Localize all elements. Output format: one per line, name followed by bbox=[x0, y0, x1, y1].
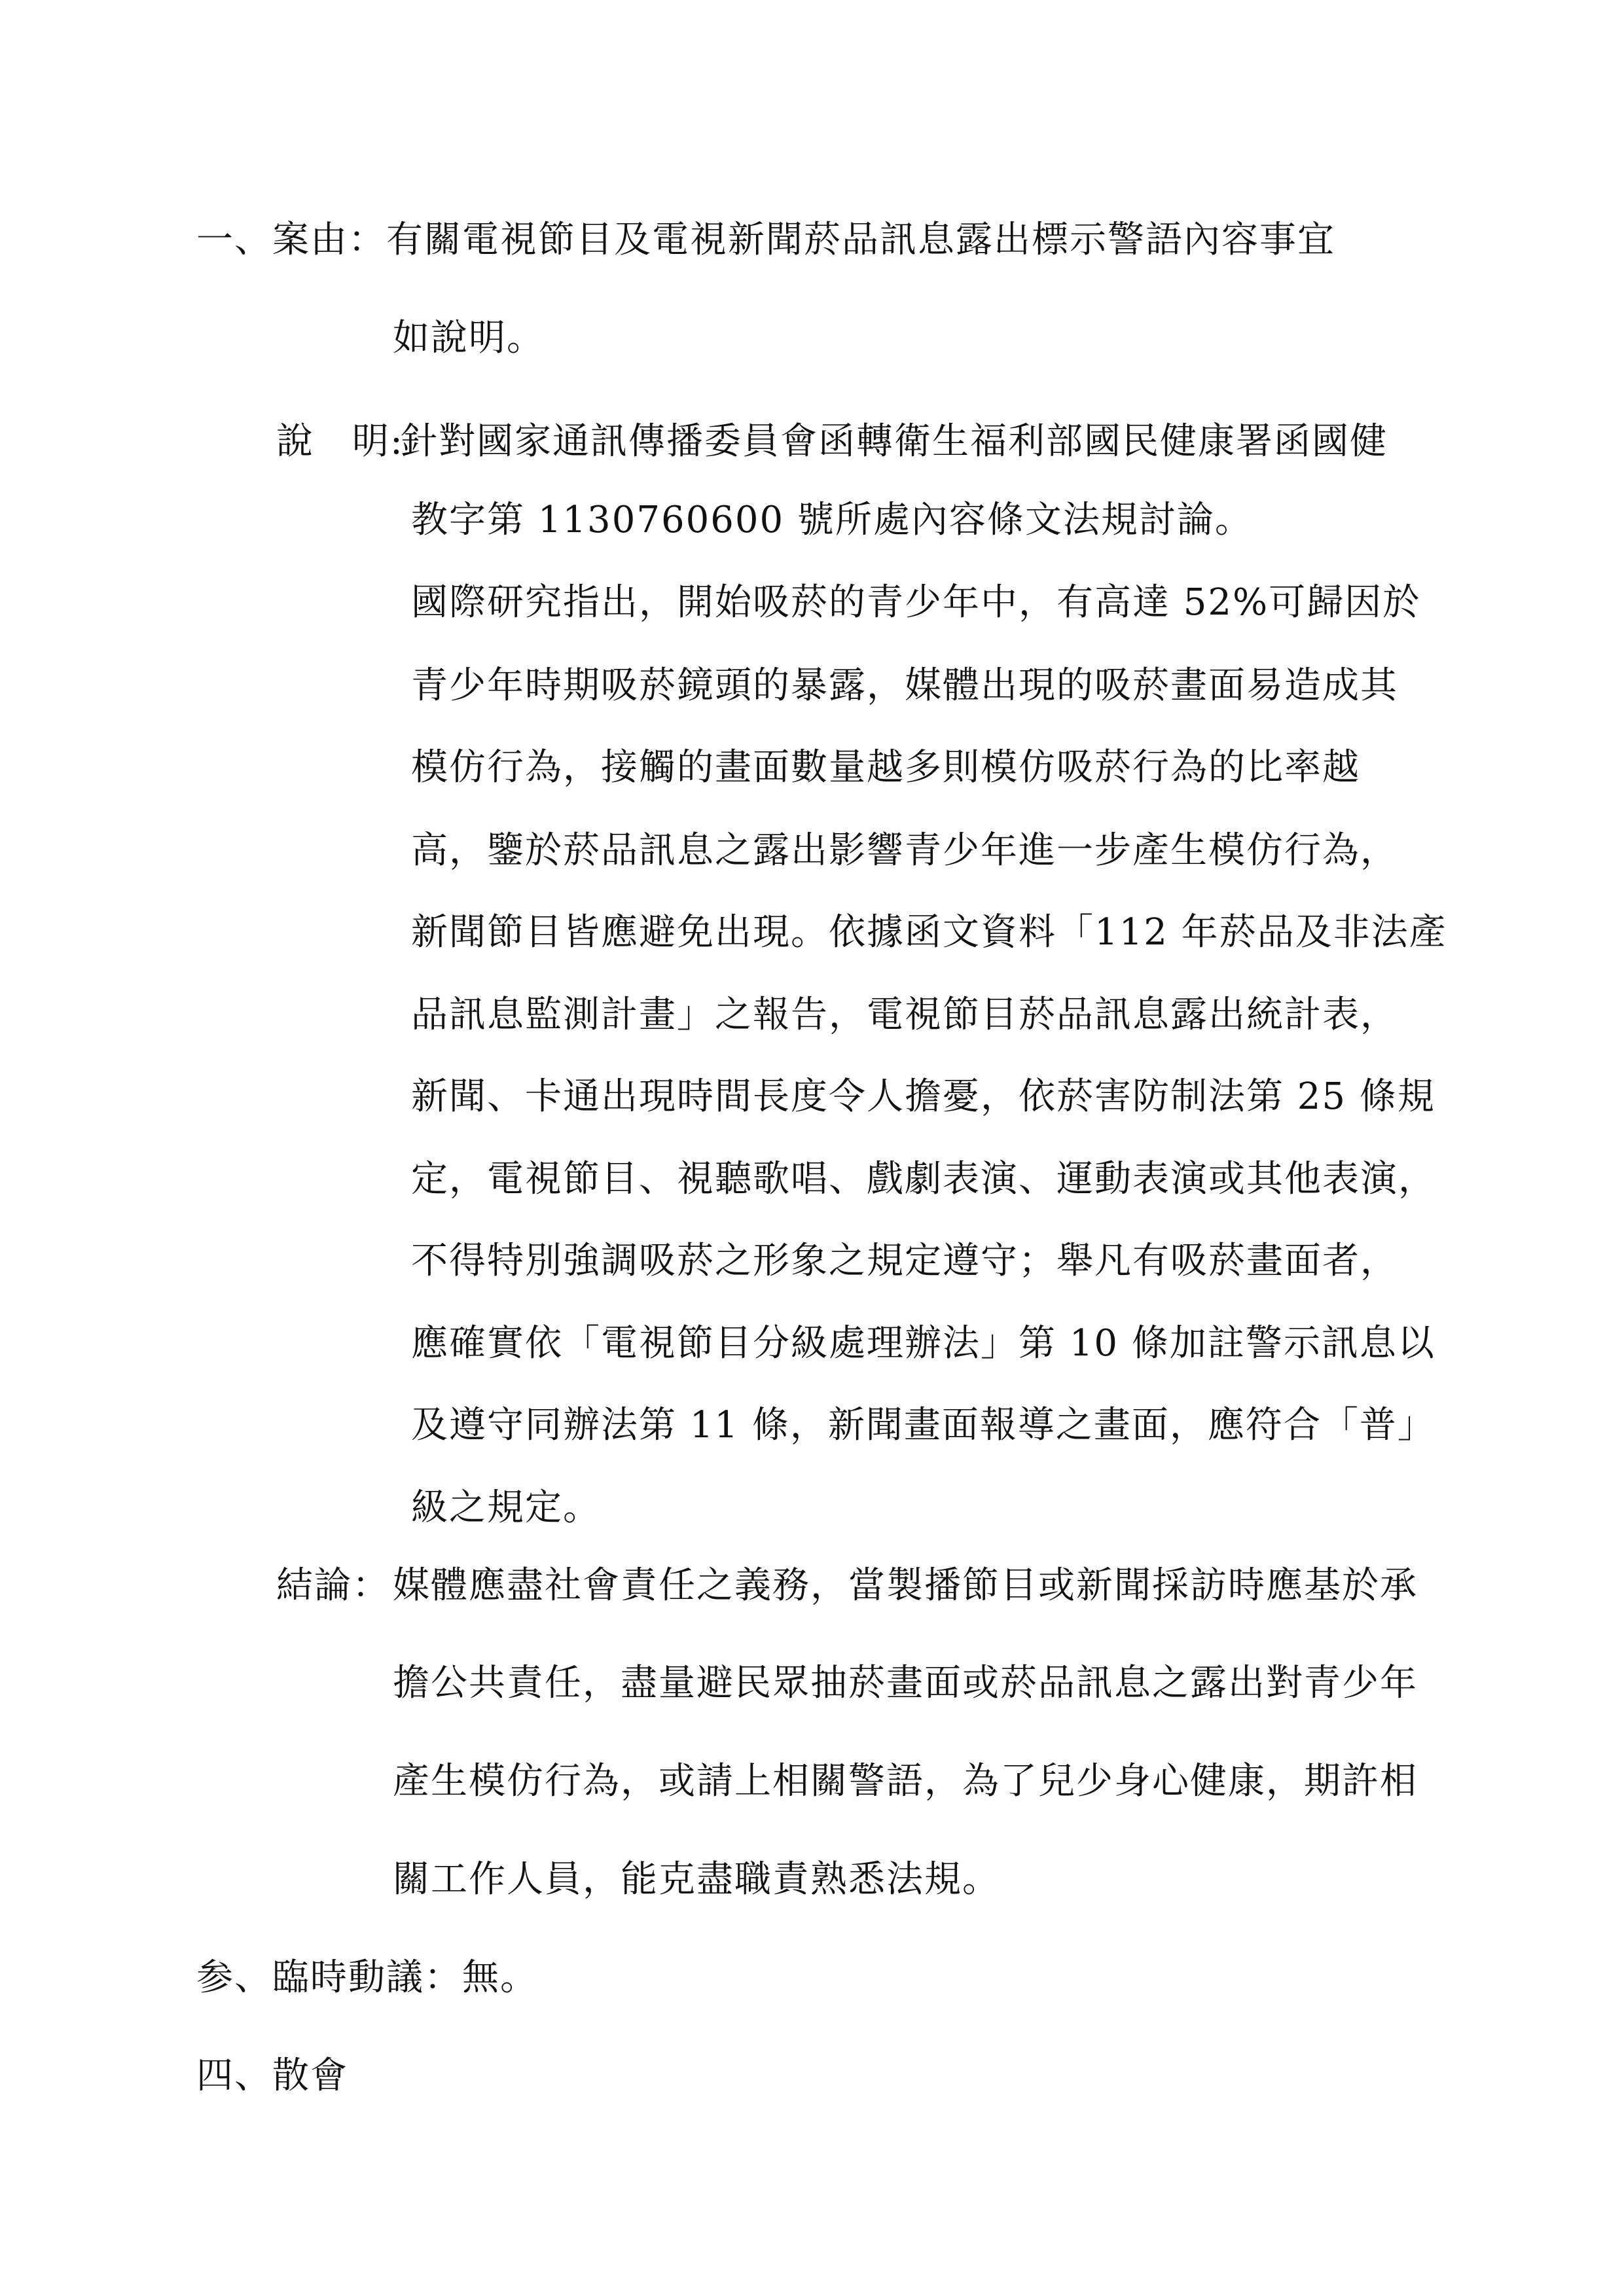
conclusion-line: 產生模仿行為，或請上相關警語，為了兒少身心健康，期許相 bbox=[393, 1760, 1418, 1803]
conclusion-line: 關工作人員，能克盡職責熟悉法規。 bbox=[393, 1858, 1000, 1901]
explanation-line: 級之規定。 bbox=[411, 1486, 601, 1529]
explanation-label: 說 明: bbox=[276, 420, 404, 463]
explanation-line: 及遵守同辦法第 11 條，新聞畫面報導之畫面，應符合「普」 bbox=[411, 1404, 1435, 1446]
conclusion-line: 媒體應盡社會責任之義務，當製播節目或新聞採訪時應基於承 bbox=[393, 1564, 1418, 1607]
explanation-line: 應確實依「電視節目分級處理辦法」第 10 條加註警示訊息以 bbox=[411, 1322, 1435, 1365]
explanation-line: 品訊息監測計畫」之報告，電視節目菸品訊息露出統計表， bbox=[411, 994, 1398, 1036]
explanation-line: 模仿行為，接觸的畫面數量越多則模仿吸菸行為的比率越 bbox=[411, 746, 1360, 789]
explanation-line: 新聞節目皆應避免出現。依據函文資料「112 年菸品及非法產 bbox=[411, 911, 1447, 954]
explanation-line: 青少年時期吸菸鏡頭的暴露，媒體出現的吸菸畫面易造成其 bbox=[411, 664, 1398, 707]
explanation-line: 高，鑒於菸品訊息之露出影響青少年進一步產生模仿行為， bbox=[411, 829, 1398, 872]
item-1-subline: 如說明。 bbox=[393, 317, 545, 359]
explanation-line: 國際研究指出，開始吸菸的青少年中，有高達 52%可歸因於 bbox=[411, 581, 1421, 624]
item-1-heading: 一、案由：有關電視節目及電視新聞菸品訊息露出標示警語內容事宜 bbox=[196, 219, 1335, 261]
explanation-line: 不得特別強調吸菸之形象之規定遵守；舉凡有吸菸畫面者， bbox=[411, 1240, 1398, 1282]
explanation-line: 針對國家通訊傳播委員會函轉衛生福利部國民健康署函國健 bbox=[401, 420, 1388, 463]
conclusion-line: 擔公共責任，盡量避民眾抽菸畫面或菸品訊息之露出對青少年 bbox=[393, 1662, 1418, 1704]
explanation-line: 定，電視節目、視聽歌唱、戲劇表演、運動表演或其他表演， bbox=[411, 1158, 1436, 1200]
item-4-heading: 四、散會 bbox=[196, 2054, 348, 2097]
explanation-line: 新聞、卡通出現時間長度令人擔憂，依菸害防制法第 25 條規 bbox=[411, 1075, 1435, 1118]
item-3-heading: 参、臨時動議：無。 bbox=[196, 1956, 538, 1999]
explanation-line: 教字第 1130760600 號所處內容條文法規討論。 bbox=[411, 499, 1253, 541]
conclusion-label: 結論： bbox=[276, 1564, 390, 1607]
